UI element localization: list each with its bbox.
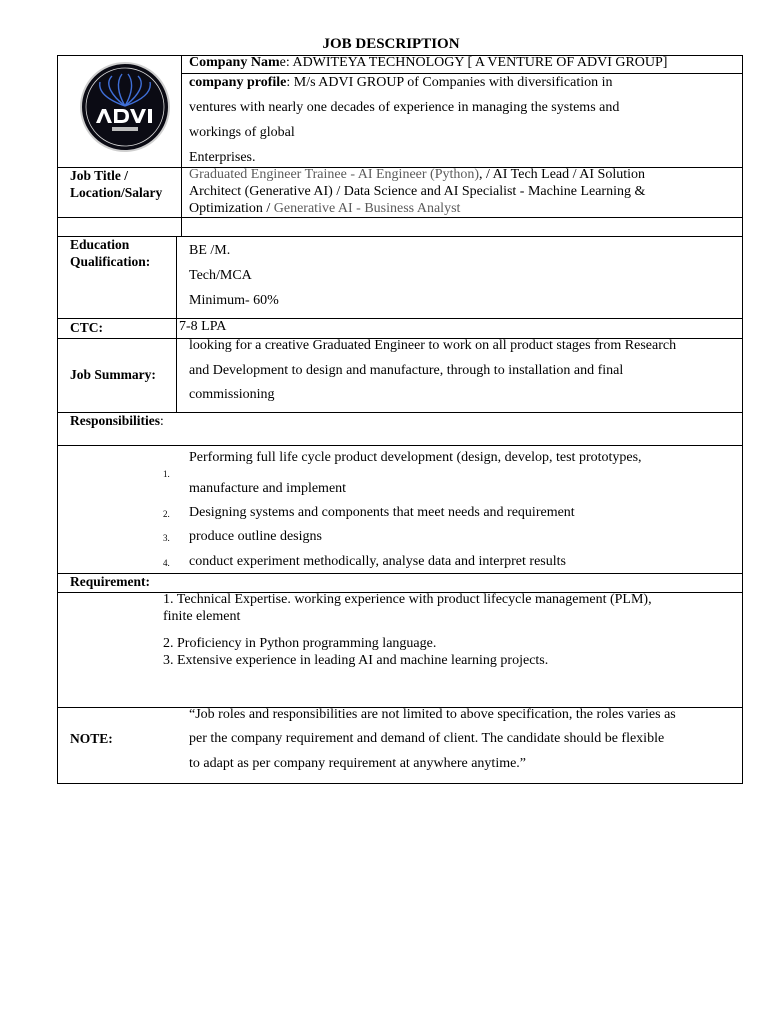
- company-profile-line: Enterprises.: [189, 150, 256, 165]
- ctc-label: CTC:: [70, 320, 103, 335]
- ctc-value: 7-8 LPA: [179, 319, 227, 334]
- responsibility-item: manufacture and implement: [189, 481, 347, 496]
- job-summary-line: commissioning: [189, 387, 275, 402]
- education-label: Education: [70, 237, 130, 252]
- job-title-role: Generative AI - Business Analyst: [273, 201, 461, 216]
- responsibility-item: Performing full life cycle product development (design, develop, test prototypes,: [189, 450, 642, 465]
- divider-vertical: [57, 218, 58, 236]
- education-value: Tech/MCA: [189, 268, 252, 283]
- list-number: 2.: [163, 509, 170, 519]
- divider-vertical: [742, 218, 743, 236]
- list-number: 1.: [163, 469, 170, 479]
- company-name-label: Company Nam: [189, 55, 280, 70]
- job-title-role: Graduated Engineer Trainee - AI Engineer (Python): [189, 167, 480, 182]
- note-line: per the company requirement and demand of client. The candidate should be flexible: [189, 731, 665, 746]
- education-label: Qualification:: [70, 254, 151, 269]
- requirement-label: Requirement:: [70, 574, 150, 589]
- responsibilities-label: [70, 409, 164, 434]
- company-logo: [76, 60, 180, 154]
- note-line: “Job roles and responsibilities are not limited to above specification, the roles varies as: [189, 707, 676, 722]
- job-title-value: Architect (Generative AI) / Data Science and AI Specialist - Machine Learning &: [189, 184, 646, 199]
- education-value: Minimum- 60%: [189, 293, 279, 308]
- note-label: NOTE:: [70, 731, 113, 746]
- requirement-item: 2. Proficiency in Python programming language.: [163, 636, 437, 651]
- company-profile-line: ventures with nearly one decades of experience in managing the systems and: [189, 100, 620, 115]
- company-profile-label: company profile: [189, 75, 287, 90]
- job-title-value: [189, 200, 460, 217]
- logo-graphic: [82, 64, 168, 150]
- job-summary-label: Job Summary:: [70, 367, 156, 382]
- responsibilities-label-text: Responsibilities: [70, 413, 161, 428]
- divider-vertical: [181, 218, 182, 236]
- divider-horizontal: [57, 318, 743, 319]
- job-title-role: , / AI Tech Lead / AI Solution: [479, 167, 645, 182]
- company-profile-line: [189, 71, 613, 96]
- note-line: to adapt as per company requirement at anywhere anytime.”: [189, 756, 527, 771]
- job-title-role: Optimization /: [189, 201, 274, 216]
- divider-horizontal: [57, 573, 743, 574]
- education-value: BE /M.: [189, 243, 231, 258]
- responsibility-item: produce outline designs: [189, 529, 322, 544]
- logo-emblem: [80, 62, 170, 152]
- requirement-item: 3. Extensive experience in leading AI and machine learning projects.: [163, 653, 549, 668]
- responsibility-item: Designing systems and components that meet needs and requirement: [189, 505, 575, 520]
- job-title-label: Job Title /: [70, 168, 129, 183]
- requirement-item: finite element: [163, 609, 241, 624]
- divider-vertical: [176, 236, 177, 413]
- job-title-value: [189, 166, 645, 183]
- requirement-item: 1. Technical Expertise. working experience with product lifecycle management (PLM),: [163, 592, 652, 607]
- job-summary-line: and Development to design and manufacture, through to installation and final: [189, 363, 624, 378]
- list-number: 4.: [163, 558, 170, 568]
- company-name-value: : ADWITEYA TECHNOLOGY [ A VENTURE OF ADVI GROUP]: [285, 55, 668, 70]
- job-title-label: Location/Salary: [70, 185, 163, 200]
- company-name-label-tail: e: [279, 55, 286, 70]
- document-title: JOB DESCRIPTION: [322, 36, 460, 52]
- company-profile-text: : M/s ADVI GROUP of Companies with diversification in: [286, 75, 613, 90]
- divider-vertical: [181, 55, 182, 218]
- responsibility-item: conduct experiment methodically, analyse data and interpret results: [189, 554, 566, 569]
- list-number: 3.: [163, 533, 170, 543]
- company-profile-line: workings of global: [189, 125, 295, 140]
- responsibilities-label-colon: :: [160, 413, 164, 428]
- job-summary-line: looking for a creative Graduated Engineer to work on all product stages from Research: [189, 338, 677, 353]
- details-box: [57, 236, 743, 413]
